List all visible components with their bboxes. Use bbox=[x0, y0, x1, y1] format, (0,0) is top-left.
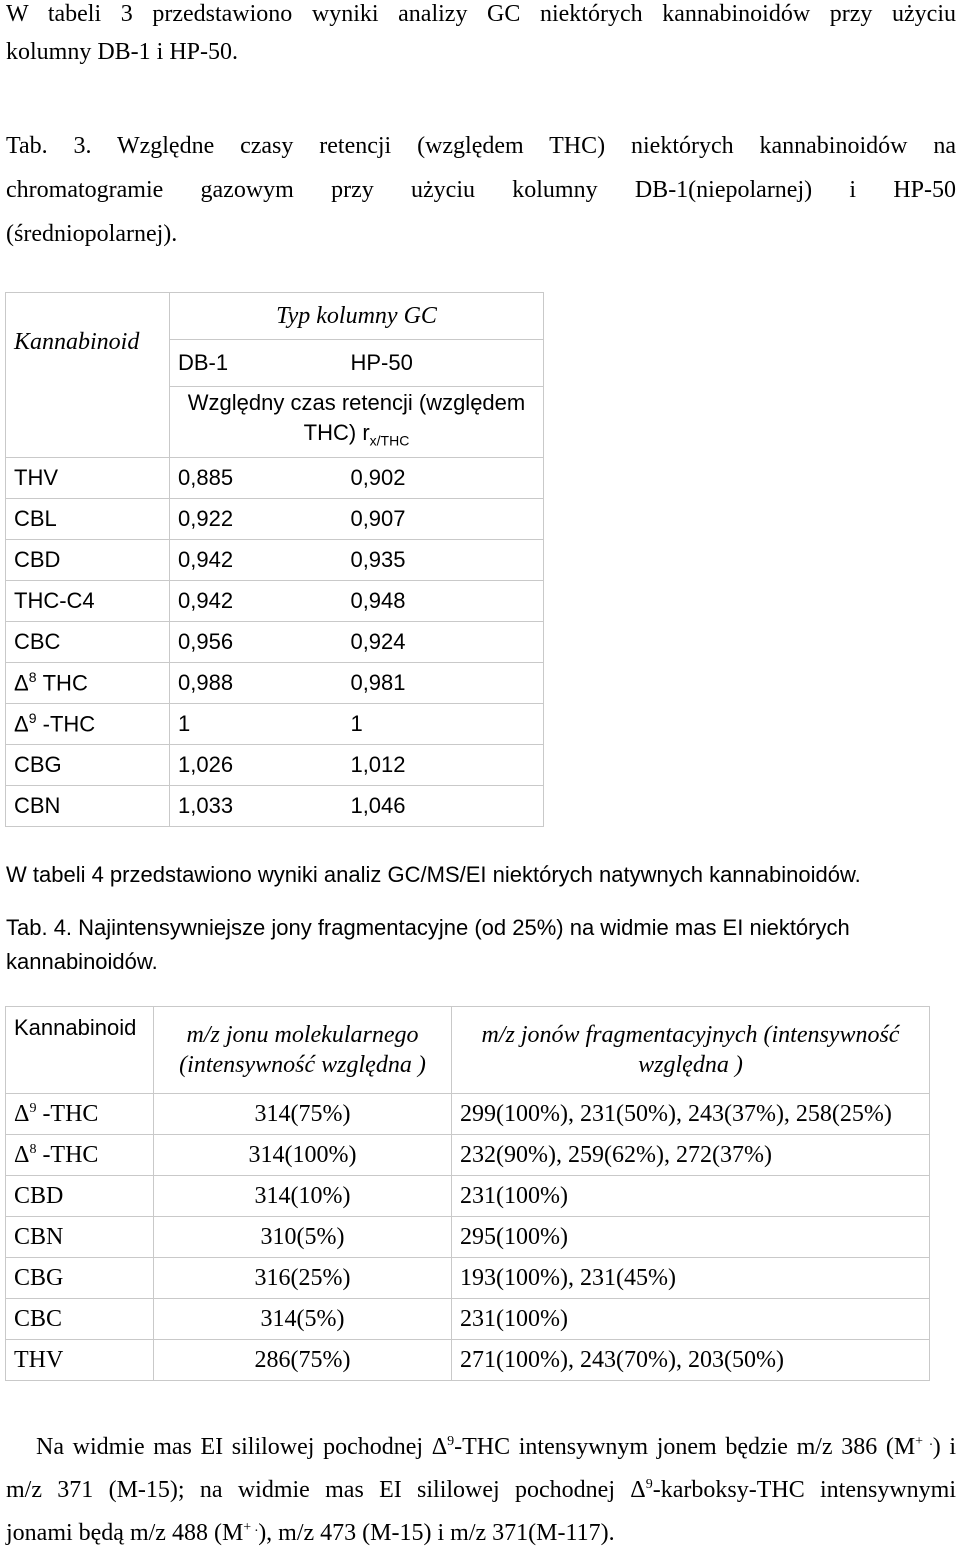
t4-cell-fragments: 295(100%) bbox=[452, 1217, 930, 1258]
caption3-line3: (średniopolarnej). bbox=[6, 221, 178, 247]
table-row bbox=[6, 1176, 930, 1217]
t3-cell-hp50: 1 bbox=[342, 704, 543, 745]
t4-cell-name: CBN bbox=[6, 1217, 154, 1258]
t4-cell-name: $\Delta^9$ -THC bbox=[6, 1094, 154, 1135]
t4-cell-molecular: 310(5%) bbox=[154, 1217, 452, 1258]
t4-cell-fragments: 231(100%) bbox=[452, 1176, 930, 1217]
t3-cell-hp50: 0,935 bbox=[342, 540, 543, 581]
t3-cell-db1: 0,942 bbox=[170, 581, 343, 622]
table-row bbox=[6, 1340, 930, 1381]
ms-table bbox=[5, 1006, 930, 1381]
t4-cell-name: THV bbox=[6, 1340, 154, 1381]
t4-cell-fragments: 299(100%), 231(50%), 243(37%), 258(25%) bbox=[452, 1094, 930, 1135]
final-line3: jonami będą m/z 488 (M+ .), m/z 473 (M-15) i m/z 371(M-117). bbox=[6, 1520, 615, 1546]
t3-header-kannabinoid: Kannabinoid bbox=[6, 293, 170, 458]
t3-cell-name: CBG bbox=[6, 745, 170, 786]
t3-cell-hp50: 1,012 bbox=[342, 745, 543, 786]
t3-cell-hp50: 1,046 bbox=[342, 786, 543, 827]
t3-col-hp50: HP-50 bbox=[342, 340, 543, 387]
intro3-line2: kolumny DB-1 i HP-50. bbox=[6, 39, 239, 65]
t3-cell-name: CBN bbox=[6, 786, 170, 827]
table-row bbox=[6, 458, 544, 499]
table-row bbox=[6, 540, 544, 581]
t4-cell-fragments: 231(100%) bbox=[452, 1299, 930, 1340]
intro4: W tabeli 4 przedstawiono wyniki analiz GC/MS/EI niektórych natywnych kannabinoidów. bbox=[6, 862, 861, 887]
caption4-line2: kannabinoidów. bbox=[6, 949, 158, 974]
t4-cell-name: $\Delta^8$ -THC bbox=[6, 1135, 154, 1176]
t3-cell-db1: 1,033 bbox=[170, 786, 343, 827]
t3-cell-name: CBL bbox=[6, 499, 170, 540]
t3-cell-db1: 0,956 bbox=[170, 622, 343, 663]
table-row bbox=[6, 786, 544, 827]
final-line2: m/z 371 (M-15); na widmie mas EI sililowej pochodnej $\Delta^9-karboksy$-THC intensywnymi bbox=[6, 1477, 957, 1503]
t4-cell-fragments: 193(100%), 231(45%) bbox=[452, 1258, 930, 1299]
t3-cell-db1: 0,988 bbox=[170, 663, 343, 704]
t3-subheader: Względny czas retencji (względem THC) $r_{x/THC}$ bbox=[170, 387, 544, 458]
table-row bbox=[6, 663, 544, 704]
t3-cell-hp50: 0,924 bbox=[342, 622, 543, 663]
table-row bbox=[6, 1135, 930, 1176]
t3-cell-hp50: 0,902 bbox=[342, 458, 543, 499]
t3-cell-name: $\Delta^8$ THC bbox=[6, 663, 170, 704]
retention-table bbox=[5, 292, 544, 827]
intro3-line1: W tabeli 3 przedstawiono wyniki analizy GC niektórych kannabinoidów przy użyciu bbox=[6, 1, 956, 27]
t3-header-typ: Typ kolumny GC bbox=[170, 293, 544, 340]
t4-cell-fragments: 271(100%), 243(70%), 203(50%) bbox=[452, 1340, 930, 1381]
t4-cell-molecular: 316(25%) bbox=[154, 1258, 452, 1299]
t3-cell-name: $\Delta^9$ -THC bbox=[6, 704, 170, 745]
t3-cell-name: CBC bbox=[6, 622, 170, 663]
t4-cell-molecular: 314(10%) bbox=[154, 1176, 452, 1217]
t4-cell-name: CBG bbox=[6, 1258, 154, 1299]
t3-cell-hp50: 0,981 bbox=[342, 663, 543, 704]
caption4-line1: Tab. 4. Najintensywniejsze jony fragmentacyjne (od 25%) na widmie mas EI niektórych bbox=[6, 915, 850, 940]
t4-cell-molecular: 314(100%) bbox=[154, 1135, 452, 1176]
t3-cell-name: THV bbox=[6, 458, 170, 499]
final-line1: Na widmie mas EI sililowej pochodnej $\Delta^9$-THC intensywnym jonem będzie m/z 386 (M+ .) i bbox=[36, 1434, 956, 1460]
t4-cell-name: CBC bbox=[6, 1299, 154, 1340]
t3-cell-hp50: 0,907 bbox=[342, 499, 543, 540]
table-row bbox=[6, 622, 544, 663]
caption3-line2: chromatogramie gazowym przy użyciu kolumny DB-1(niepolarnej) i HP-50 bbox=[6, 177, 956, 203]
t3-cell-db1: 0,922 bbox=[170, 499, 343, 540]
table-row bbox=[6, 704, 544, 745]
t4-cell-name: CBD bbox=[6, 1176, 154, 1217]
t3-cell-db1: 0,885 bbox=[170, 458, 343, 499]
t4-header-kannabinoid: Kannabinoid bbox=[6, 1007, 154, 1094]
t3-cell-db1: 1 bbox=[170, 704, 343, 745]
t3-cell-hp50: 0,948 bbox=[342, 581, 543, 622]
t3-col-db1: DB-1 bbox=[170, 340, 343, 387]
caption3-line1: Tab. 3. Względne czasy retencji (względem THC) niektórych kannabinoidów na bbox=[6, 133, 956, 159]
t4-cell-molecular: 314(75%) bbox=[154, 1094, 452, 1135]
t4-cell-fragments: 232(90%), 259(62%), 272(37%) bbox=[452, 1135, 930, 1176]
table-row bbox=[6, 499, 544, 540]
t4-cell-molecular: 314(5%) bbox=[154, 1299, 452, 1340]
table-row bbox=[6, 1217, 930, 1258]
t4-header-molecular: m/z jonu molekularnego (intensywność względna ) bbox=[154, 1007, 452, 1094]
t3-cell-name: CBD bbox=[6, 540, 170, 581]
t3-cell-db1: 0,942 bbox=[170, 540, 343, 581]
table-row bbox=[6, 1258, 930, 1299]
t3-cell-name: THC-C4 bbox=[6, 581, 170, 622]
t3-cell-db1: 1,026 bbox=[170, 745, 343, 786]
table-row bbox=[6, 581, 544, 622]
t4-cell-molecular: 286(75%) bbox=[154, 1340, 452, 1381]
table-row bbox=[6, 1094, 930, 1135]
t4-header-fragments: m/z jonów fragmentacyjnych (intensywność względna ) bbox=[452, 1007, 930, 1094]
table-row bbox=[6, 1299, 930, 1340]
table-row bbox=[6, 745, 544, 786]
